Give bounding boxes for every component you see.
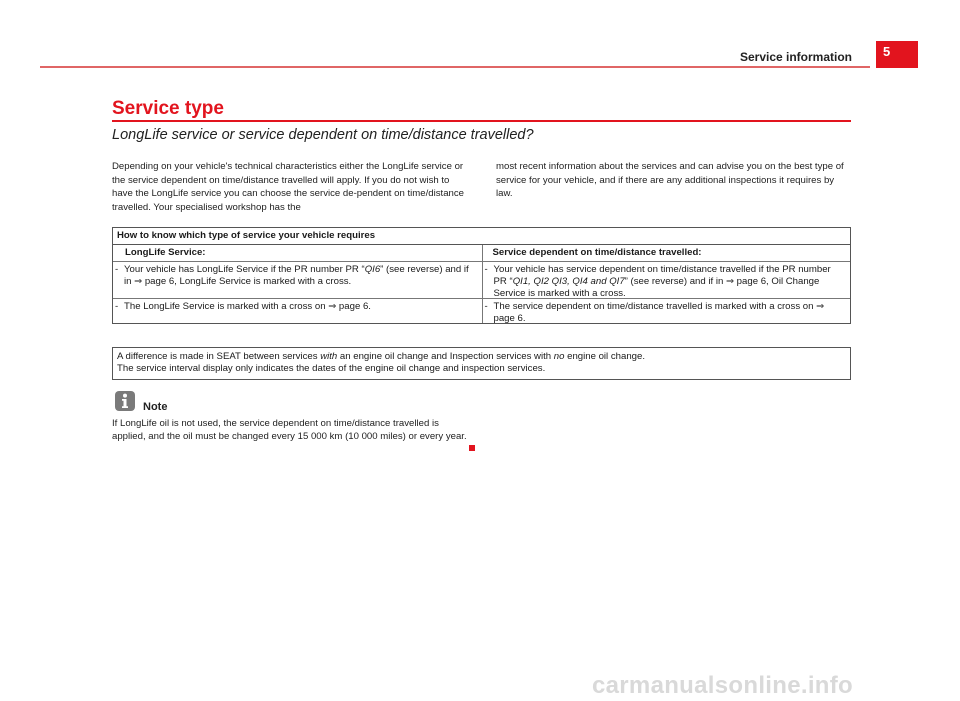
info-text: an engine oil change and Inspection services with xyxy=(337,351,554,362)
info-line-2: The service interval display only indicates the dates of the engine oil change and inspection services. xyxy=(117,363,546,374)
note-label: Note xyxy=(143,401,168,413)
cell-text-part: The service dependent on time/distance travelled is marked with a cross on ⇒ page 6. xyxy=(493,301,825,324)
page-number-badge: 5 xyxy=(876,41,918,68)
title-rule xyxy=(112,120,851,122)
table-row xyxy=(113,261,850,298)
info-text: engine oil change. xyxy=(564,351,645,362)
intro-paragraph-1: Depending on your vehicle's technical characteristics either the LongLife service or the service dependent on time/distance travelled will apply. If you do not wish to have the LongLife service you can choose the service de-pendent on time/distance travelled. Your specialised workshop has the xyxy=(112,161,464,213)
table-caption: How to know which type of service your vehicle requires xyxy=(113,228,850,245)
bullet-dash: - xyxy=(484,264,488,275)
info-line-1 xyxy=(117,351,846,363)
info-icon xyxy=(115,391,135,411)
header-rule xyxy=(40,66,870,68)
watermark-text: carmanualsonline.info xyxy=(592,672,854,699)
service-info-box xyxy=(112,347,851,380)
bullet-dash: - xyxy=(484,301,488,312)
info-text: A difference is made in SEAT between services xyxy=(117,351,321,362)
intro-text xyxy=(112,160,851,214)
section-end-marker xyxy=(469,445,475,451)
note-text: If LongLife oil is not used, the service dependent on time/distance travelled is applied, and the oil must be changed every 15 000 km (10 000 miles) or every year. xyxy=(112,418,467,442)
intro-paragraph-2: most recent information about the services and can advise you on the best type of service for your vehicle, and if there are any additional inspections it requires by law. xyxy=(496,161,844,199)
table-cell xyxy=(113,262,482,298)
cell-text-part: The LongLife Service is marked with a cross on ⇒ page 6. xyxy=(124,301,371,312)
cell-text-part: ” (see reverse) and if in ⇒ page 6, Oil Change Service is marked with a cross. xyxy=(493,276,820,299)
info-emphasis: with xyxy=(320,351,338,362)
info-emphasis: no xyxy=(553,351,565,362)
service-type-table xyxy=(112,227,851,324)
table-cell xyxy=(482,299,851,323)
table-header-row xyxy=(113,245,850,261)
table-row xyxy=(113,298,850,323)
pr-code: QI6 xyxy=(364,264,381,275)
pr-code: QI1, QI2 QI3, QI4 and QI7 xyxy=(512,276,625,287)
table-cell xyxy=(482,262,851,298)
cell-text-part: Your vehicle has service dependent on time/distance travelled if the PR number PR “ xyxy=(493,264,831,287)
bullet-dash: - xyxy=(115,301,119,312)
section-title: Service information xyxy=(739,50,852,64)
cell-text-part: ” (see reverse) and if in ⇒ page 6, LongLife Service is marked with a cross. xyxy=(124,264,469,287)
bullet-dash: - xyxy=(115,264,119,275)
page-title: Service type xyxy=(112,98,224,119)
cell-text-part: Your vehicle has LongLife Service if the PR number PR “ xyxy=(124,264,365,275)
header-longlife: LongLife Service: xyxy=(125,247,206,258)
page-subtitle: LongLife service or service dependent on time/distance travelled? xyxy=(112,127,534,143)
table-cell xyxy=(113,299,482,323)
header-time-distance: Service dependent on time/distance travelled: xyxy=(482,245,851,261)
